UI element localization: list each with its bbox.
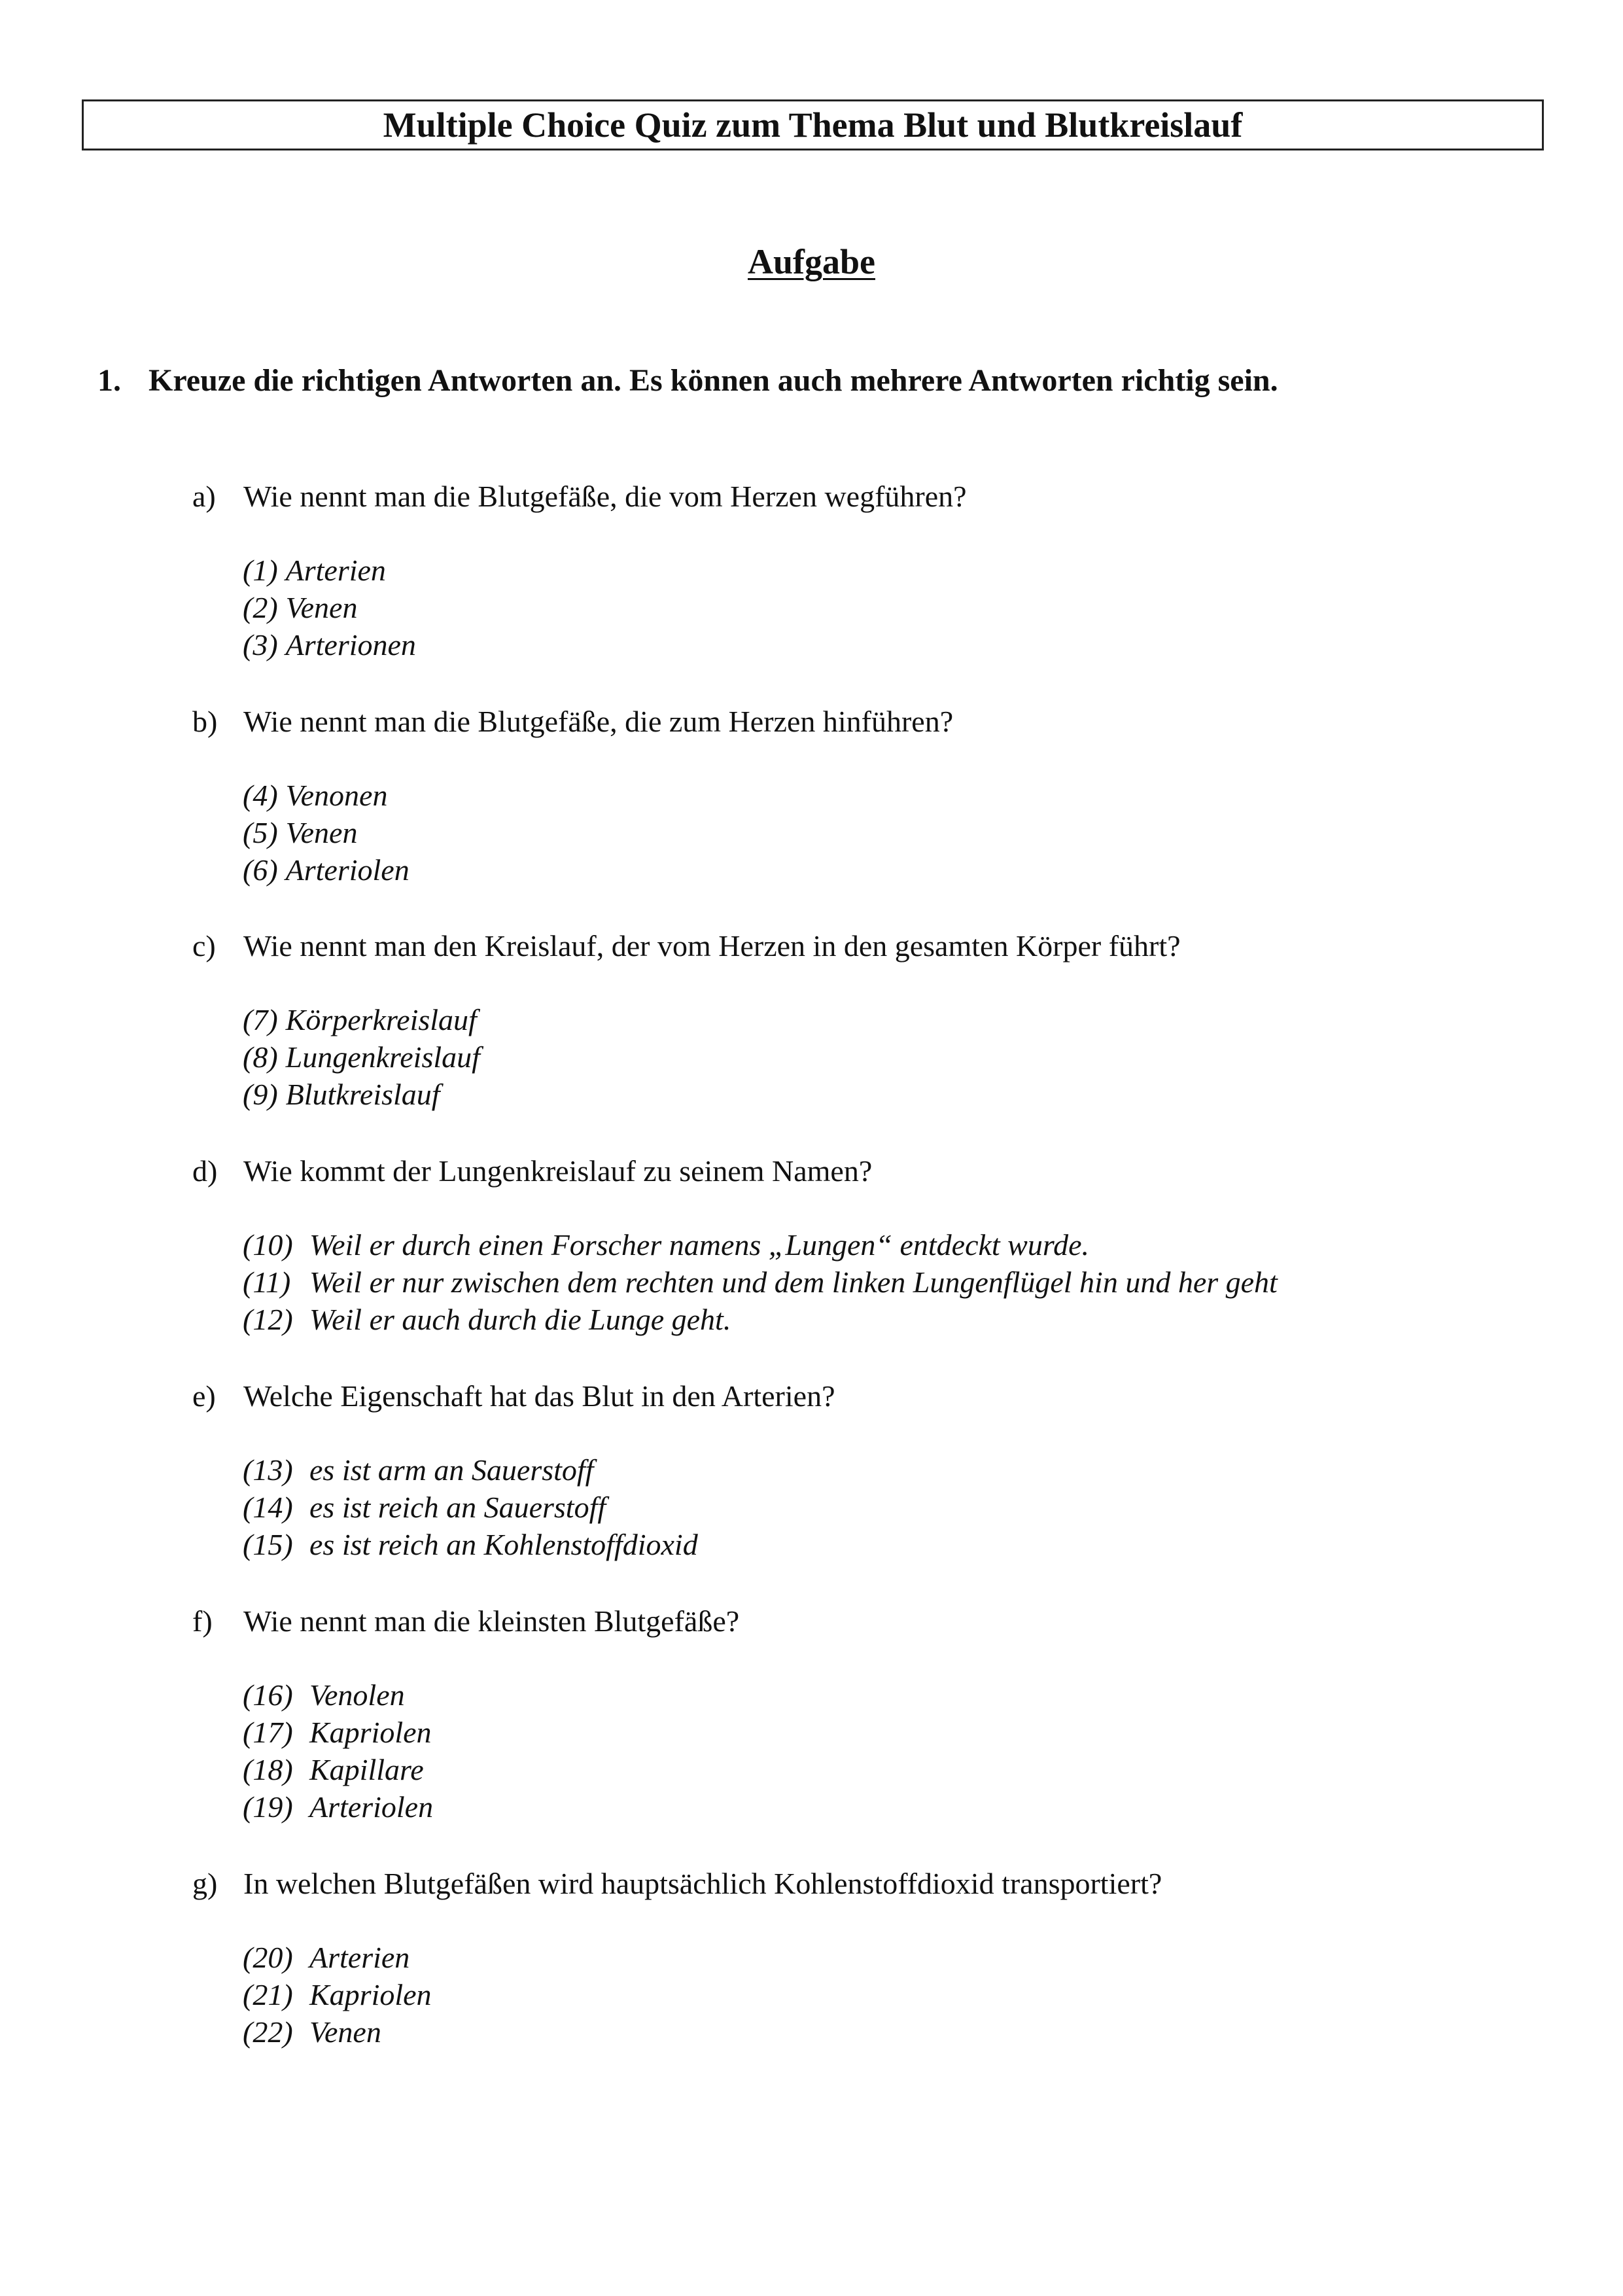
question-text: Wie nennt man die Blutgefäße, die zum Herzen hinführen?	[243, 705, 954, 738]
option-text: Weil er auch durch die Lunge geht.	[309, 1303, 731, 1336]
option-number: (4)	[243, 779, 278, 812]
option-text: Arterien	[285, 554, 386, 587]
answer-option-14[interactable]	[243, 1489, 698, 1526]
option-text: Venonen	[285, 779, 388, 812]
options-d	[243, 1226, 1278, 1338]
answer-option-20[interactable]	[243, 1939, 432, 1976]
options-c	[243, 1001, 480, 1113]
question-letter: b)	[192, 705, 218, 738]
option-text: Lungenkreislauf	[285, 1040, 480, 1074]
answer-option-2[interactable]	[243, 589, 416, 626]
option-text: Weil er durch einen Forscher namens „Lungen“ entdeckt wurde.	[309, 1228, 1089, 1262]
question-d	[192, 1153, 872, 1189]
option-number: (6)	[243, 853, 278, 887]
options-g	[243, 1939, 432, 2051]
option-number: (11)	[243, 1265, 291, 1299]
option-text: Körperkreislauf	[285, 1003, 477, 1036]
option-number: (3)	[243, 628, 278, 662]
option-number: (19)	[243, 1790, 293, 1824]
question-letter: a)	[192, 480, 216, 513]
answer-option-21[interactable]	[243, 1976, 432, 2013]
option-number: (15)	[243, 1528, 293, 1561]
answer-option-19[interactable]	[243, 1788, 433, 1826]
option-text: es ist reich an Kohlenstoffdioxid	[309, 1528, 698, 1561]
question-text: Wie nennt man die kleinsten Blutgefäße?	[243, 1604, 740, 1638]
option-text: es ist arm an Sauerstoff	[309, 1453, 594, 1487]
answer-option-9[interactable]	[243, 1076, 480, 1113]
option-number: (18)	[243, 1753, 293, 1786]
question-text: Wie nennt man den Kreislauf, der vom Herzen in den gesamten Körper führt?	[243, 929, 1181, 963]
question-letter: f)	[192, 1604, 213, 1638]
option-number: (21)	[243, 1978, 293, 2011]
option-text: Kapriolen	[309, 1978, 432, 2011]
question-text: Wie kommt der Lungenkreislauf zu seinem Namen?	[243, 1154, 873, 1188]
answer-option-1[interactable]	[243, 552, 416, 589]
answer-option-18[interactable]	[243, 1751, 433, 1788]
question-letter: c)	[192, 929, 216, 963]
option-number: (22)	[243, 2015, 293, 2049]
question-letter: e)	[192, 1379, 216, 1413]
question-letter: d)	[192, 1154, 218, 1188]
question-text: Wie nennt man die Blutgefäße, die vom Herzen wegführen?	[243, 480, 967, 513]
option-text: Arterien	[309, 1941, 410, 1974]
option-text: Arteriolen	[309, 1790, 434, 1824]
answer-option-12[interactable]	[243, 1301, 1278, 1338]
option-number: (8)	[243, 1040, 278, 1074]
document-title: Multiple Choice Quiz zum Thema Blut und Blutkreislauf	[383, 105, 1243, 145]
option-text: es ist reich an Sauerstoff	[309, 1491, 606, 1524]
answer-option-17[interactable]	[243, 1714, 433, 1751]
option-number: (16)	[243, 1678, 293, 1712]
task-text: Kreuze die richtigen Antworten an. Es können auch mehrere Antworten richtig sein.	[148, 363, 1278, 398]
option-text: Venen	[309, 2015, 381, 2049]
option-text: Kapriolen	[309, 1716, 432, 1749]
option-number: (1)	[243, 554, 278, 587]
answer-option-6[interactable]	[243, 851, 410, 889]
option-number: (10)	[243, 1228, 293, 1262]
option-number: (14)	[243, 1491, 293, 1524]
option-text: Weil er nur zwischen dem rechten und dem linken Lungenflügel hin und her geht	[309, 1265, 1278, 1299]
section-heading: Aufgabe	[747, 242, 875, 281]
option-number: (9)	[243, 1078, 278, 1111]
answer-option-15[interactable]	[243, 1526, 698, 1563]
question-f	[192, 1603, 739, 1639]
option-number: (7)	[243, 1003, 278, 1036]
options-e	[243, 1451, 698, 1563]
answer-option-11[interactable]	[243, 1263, 1278, 1301]
answer-option-13[interactable]	[243, 1451, 698, 1489]
option-number: (13)	[243, 1453, 293, 1487]
question-a	[192, 478, 967, 514]
option-text: Venolen	[309, 1678, 405, 1712]
option-text: Venen	[285, 591, 358, 624]
option-text: Venen	[285, 816, 358, 849]
option-text: Blutkreislauf	[285, 1078, 440, 1111]
answer-option-8[interactable]	[243, 1038, 480, 1076]
question-letter: g)	[192, 1867, 218, 1900]
option-text: Kapillare	[309, 1753, 424, 1786]
option-number: (12)	[243, 1303, 293, 1336]
question-g	[192, 1865, 1162, 1901]
question-text: In welchen Blutgefäßen wird hauptsächlich Kohlenstoffdioxid transportiert?	[243, 1867, 1162, 1900]
option-text: Arterionen	[285, 628, 416, 662]
option-number: (20)	[243, 1941, 293, 1974]
task-number: 1.	[97, 363, 121, 398]
options-f	[243, 1676, 433, 1826]
options-a	[243, 552, 416, 663]
option-number: (17)	[243, 1716, 293, 1749]
options-b	[243, 777, 410, 889]
option-number: (5)	[243, 816, 278, 849]
answer-option-7[interactable]	[243, 1001, 480, 1038]
answer-option-5[interactable]	[243, 814, 410, 851]
question-c	[192, 928, 1181, 964]
question-b	[192, 703, 953, 739]
answer-option-22[interactable]	[243, 2013, 432, 2051]
answer-option-16[interactable]	[243, 1676, 433, 1714]
answer-option-3[interactable]	[243, 626, 416, 663]
question-e	[192, 1378, 835, 1414]
answer-option-4[interactable]	[243, 777, 410, 814]
answer-option-10[interactable]	[243, 1226, 1278, 1263]
option-text: Arteriolen	[285, 853, 410, 887]
question-text: Welche Eigenschaft hat das Blut in den Arterien?	[243, 1379, 835, 1413]
option-number: (2)	[243, 591, 278, 624]
